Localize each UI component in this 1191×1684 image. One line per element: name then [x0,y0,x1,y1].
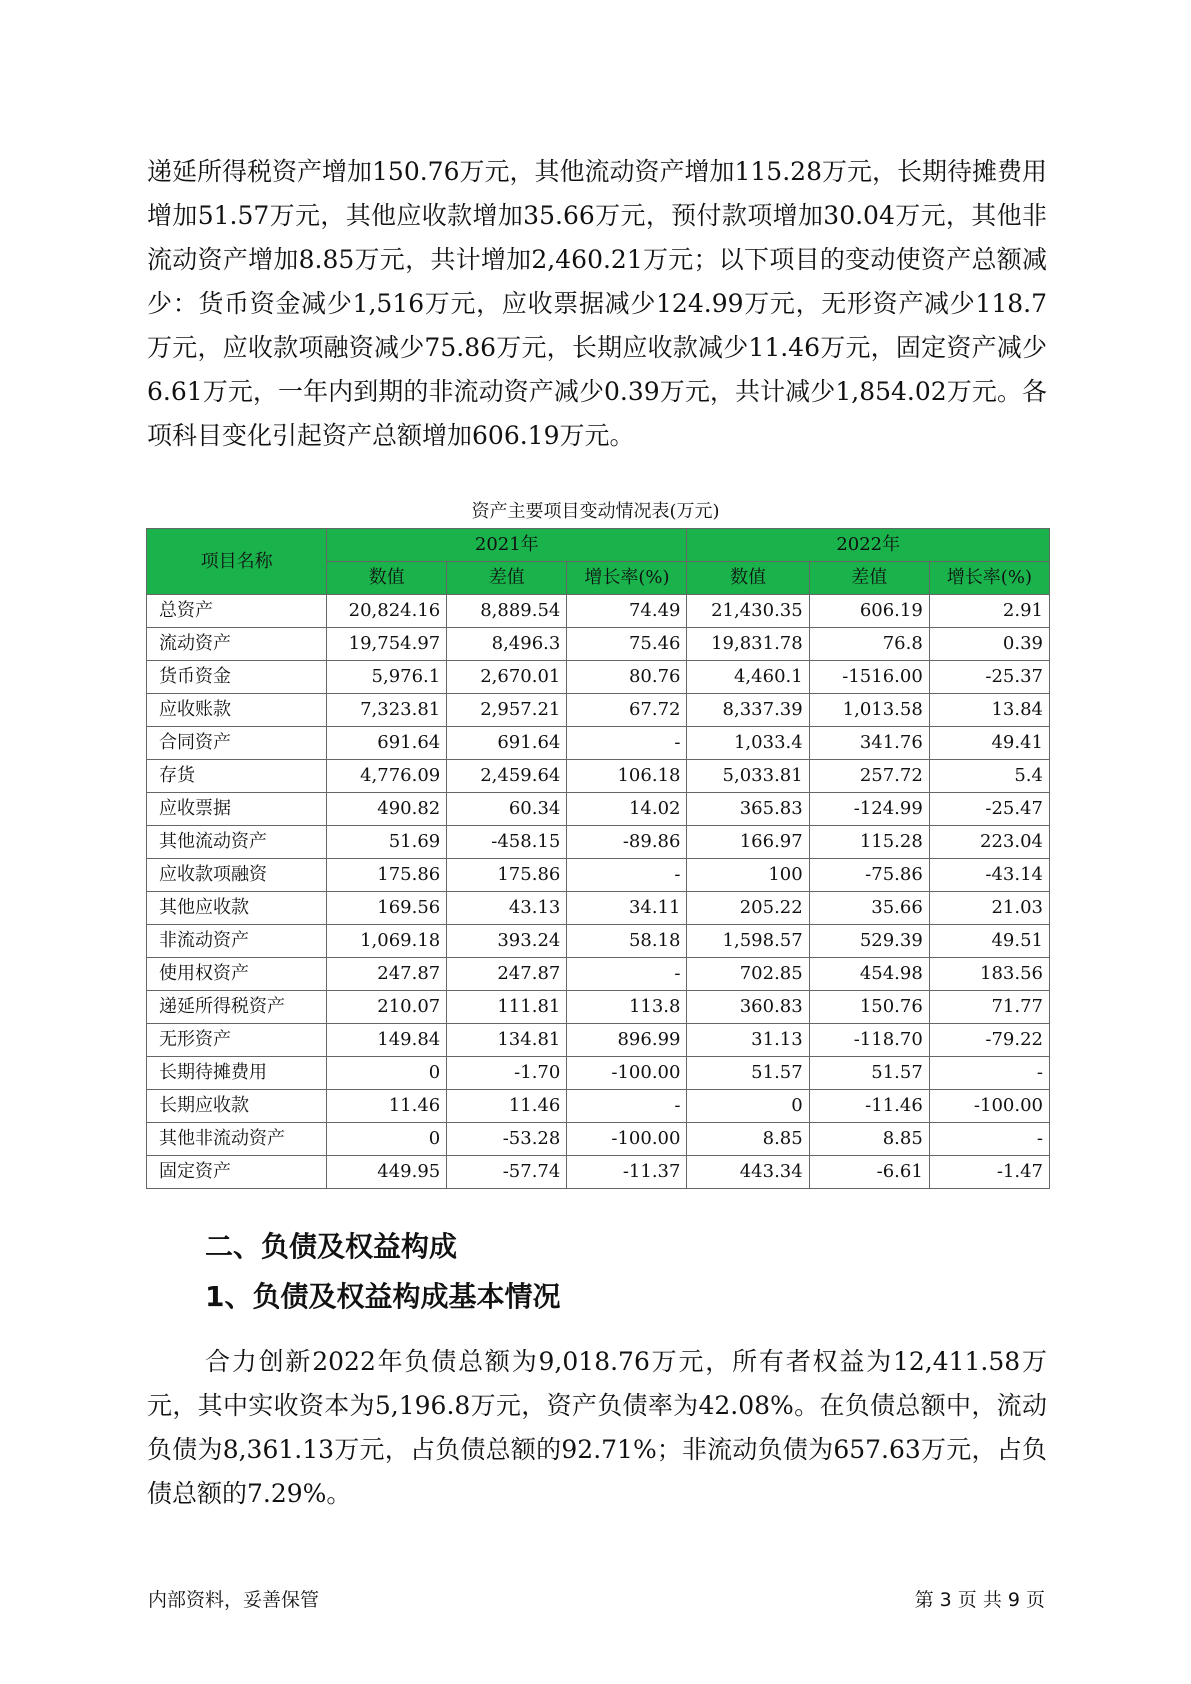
row-cell: 4,776.09 [327,760,447,793]
subheader-difference: 差值 [809,562,929,595]
row-item-name: 长期待摊费用 [147,1057,327,1090]
section-heading: 二、负债及权益构成 [205,1230,458,1263]
row-cell: 49.51 [929,925,1049,958]
row-cell: -89.86 [567,826,687,859]
row-cell: 8.85 [809,1123,929,1156]
footer-confidential-note: 内部资料，妥善保管 [148,1589,320,1611]
row-item-name: 流动资产 [147,628,327,661]
header-item-name: 项目名称 [147,529,327,595]
table-row [147,793,1050,826]
paragraph-liabilities: 合力创新2022年负债总额为9,018.76万元，所有者权益为12,411.58万元，其中实收资本为5,196.8万元，资产负债率为42.08%。在负债总额中，流动负债为8,361.13万元，占负债总额的92.71%；非流动负债为657.63万元，占负债总额的7.29%。 [147,1347,1047,1508]
row-cell: 454.98 [809,958,929,991]
row-cell: 691.64 [327,727,447,760]
header-year-2021: 2021年 [327,529,687,562]
row-cell: 183.56 [929,958,1049,991]
table-row [147,661,1050,694]
row-cell: - [567,958,687,991]
row-item-name: 固定资产 [147,1156,327,1189]
row-cell: -100.00 [567,1057,687,1090]
row-cell: -100.00 [567,1123,687,1156]
row-cell: 51.57 [687,1057,809,1090]
paragraph-asset-changes: 递延所得税资产增加150.76万元，其他流动资产增加115.28万元，长期待摊费用增加51.57万元，其他应收款增加35.66万元，预付款项增加30.04万元，其他非流动资产增加8.85万元，共计增加2,460.21万元；以下项目的变动使资产总额减少：货币资金减少1,516万元，应收票据减少124.99万元，无形资产减少118.7万元，应收款项融资减少75.86万元，长期应收款减少11.46万元，固定资产减少6.61万元，一年内到期的非流动资产减少0.39万元，共计减少1,854.02万元。各项科目变化引起资产总额增加606.19万元。 [147,157,1047,450]
row-cell: 205.22 [687,892,809,925]
row-cell: 4,460.1 [687,661,809,694]
row-cell: 5.4 [929,760,1049,793]
table-row [147,694,1050,727]
row-cell: 365.83 [687,793,809,826]
row-cell: -6.61 [809,1156,929,1189]
row-item-name: 使用权资产 [147,958,327,991]
row-cell: 1,033.4 [687,727,809,760]
row-cell: 166.97 [687,826,809,859]
row-cell: 2,957.21 [447,694,567,727]
row-cell: -1.47 [929,1156,1049,1189]
row-cell: -79.22 [929,1024,1049,1057]
header-year-2022: 2022年 [687,529,1050,562]
table-row [147,826,1050,859]
row-cell: 2,670.01 [447,661,567,694]
row-cell: 5,033.81 [687,760,809,793]
row-cell: 0 [327,1123,447,1156]
table-caption: 资产主要项目变动情况表(万元) [471,501,720,522]
row-cell: 113.8 [567,991,687,1024]
row-cell: 1,069.18 [327,925,447,958]
row-cell: 35.66 [809,892,929,925]
row-item-name: 应收票据 [147,793,327,826]
row-cell: 257.72 [809,760,929,793]
table-row [147,958,1050,991]
table-row [147,1057,1050,1090]
row-item-name: 应收款项融资 [147,859,327,892]
row-cell: 134.81 [447,1024,567,1057]
row-item-name: 长期应收款 [147,1090,327,1123]
row-cell: 175.86 [447,859,567,892]
row-cell: -53.28 [447,1123,567,1156]
row-cell: 49.41 [929,727,1049,760]
row-cell: -1.70 [447,1057,567,1090]
row-cell: 7,323.81 [327,694,447,727]
subheader-growth-rate: 增长率(%) [567,562,687,595]
table-row [147,1024,1050,1057]
row-cell: 8.85 [687,1123,809,1156]
row-cell: 223.04 [929,826,1049,859]
row-cell: 449.95 [327,1156,447,1189]
row-cell: 80.76 [567,661,687,694]
row-cell: 247.87 [327,958,447,991]
table-row [147,727,1050,760]
subsection-heading: 1、负债及权益构成基本情况 [205,1280,561,1313]
table-row [147,1090,1050,1123]
row-cell: 490.82 [327,793,447,826]
table-row [147,1156,1050,1189]
row-cell: 1,013.58 [809,694,929,727]
row-cell: 51.69 [327,826,447,859]
row-cell: 31.13 [687,1024,809,1057]
row-cell: 111.81 [447,991,567,1024]
row-cell: 606.19 [809,595,929,628]
row-cell: 19,754.97 [327,628,447,661]
row-cell: 529.39 [809,925,929,958]
row-cell: 51.57 [809,1057,929,1090]
table-row [147,760,1050,793]
table-row [147,628,1050,661]
row-cell: 11.46 [447,1090,567,1123]
row-cell: - [567,727,687,760]
subheader-value: 数值 [687,562,809,595]
row-cell: 115.28 [809,826,929,859]
row-cell: -75.86 [809,859,929,892]
row-cell: 19,831.78 [687,628,809,661]
row-item-name: 货币资金 [147,661,327,694]
row-cell: - [567,859,687,892]
row-cell: -11.37 [567,1156,687,1189]
row-cell: 360.83 [687,991,809,1024]
row-item-name: 存货 [147,760,327,793]
row-cell: 702.85 [687,958,809,991]
row-cell: 169.56 [327,892,447,925]
row-cell: 8,337.39 [687,694,809,727]
row-cell: 210.07 [327,991,447,1024]
row-cell: 896.99 [567,1024,687,1057]
row-item-name: 总资产 [147,595,327,628]
row-cell: -57.74 [447,1156,567,1189]
row-item-name: 其他非流动资产 [147,1123,327,1156]
row-cell: 1,598.57 [687,925,809,958]
row-cell: 71.77 [929,991,1049,1024]
row-cell: 0 [327,1057,447,1090]
row-cell: -43.14 [929,859,1049,892]
table-row [147,1123,1050,1156]
row-cell: 175.86 [327,859,447,892]
row-cell: - [929,1123,1049,1156]
table-row [147,925,1050,958]
row-item-name: 非流动资产 [147,925,327,958]
row-cell: 21.03 [929,892,1049,925]
row-cell: 34.11 [567,892,687,925]
row-cell: -1516.00 [809,661,929,694]
row-cell: -25.47 [929,793,1049,826]
row-cell: 20,824.16 [327,595,447,628]
row-cell: 21,430.35 [687,595,809,628]
footer-page-number: 第 3 页 共 9 页 [914,1589,1045,1611]
row-cell: 0 [687,1090,809,1123]
row-cell: 100 [687,859,809,892]
row-cell: 8,496.3 [447,628,567,661]
row-cell: 393.24 [447,925,567,958]
row-cell: 67.72 [567,694,687,727]
row-cell: 247.87 [447,958,567,991]
table-row [147,859,1050,892]
row-cell: -25.37 [929,661,1049,694]
row-item-name: 合同资产 [147,727,327,760]
subheader-value: 数值 [327,562,447,595]
subheader-growth-rate: 增长率(%) [929,562,1049,595]
row-cell: 58.18 [567,925,687,958]
subheader-difference: 差值 [447,562,567,595]
row-cell: -118.70 [809,1024,929,1057]
row-item-name: 其他流动资产 [147,826,327,859]
row-cell: 5,976.1 [327,661,447,694]
row-cell: 2.91 [929,595,1049,628]
row-cell: 75.46 [567,628,687,661]
row-cell: 106.18 [567,760,687,793]
row-cell: -124.99 [809,793,929,826]
row-item-name: 无形资产 [147,1024,327,1057]
row-cell: -100.00 [929,1090,1049,1123]
row-cell: 8,889.54 [447,595,567,628]
row-item-name: 其他应收款 [147,892,327,925]
row-cell: 149.84 [327,1024,447,1057]
row-item-name: 递延所得税资产 [147,991,327,1024]
table-row [147,595,1050,628]
row-cell: 76.8 [809,628,929,661]
row-cell: 443.34 [687,1156,809,1189]
row-cell: 341.76 [809,727,929,760]
table-row [147,991,1050,1024]
row-cell: -11.46 [809,1090,929,1123]
row-item-name: 应收账款 [147,694,327,727]
row-cell: 2,459.64 [447,760,567,793]
row-cell: 14.02 [567,793,687,826]
table-row [147,892,1050,925]
asset-change-table [146,528,1050,1189]
row-cell: -458.15 [447,826,567,859]
row-cell: 60.34 [447,793,567,826]
row-cell: 691.64 [447,727,567,760]
row-cell: 13.84 [929,694,1049,727]
row-cell: 0.39 [929,628,1049,661]
row-cell: 74.49 [567,595,687,628]
row-cell: - [567,1090,687,1123]
row-cell: - [929,1057,1049,1090]
row-cell: 11.46 [327,1090,447,1123]
row-cell: 43.13 [447,892,567,925]
row-cell: 150.76 [809,991,929,1024]
